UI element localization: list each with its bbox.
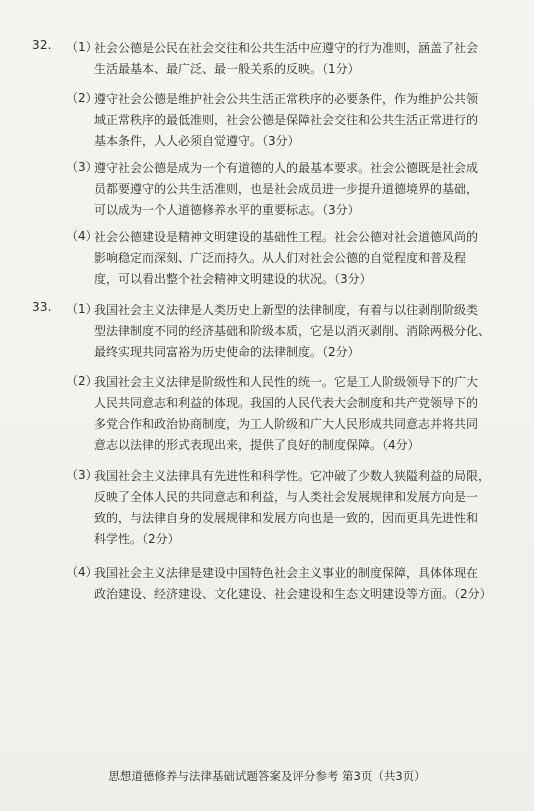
item-marker: （1）	[66, 302, 98, 316]
question-32-number: 32.	[32, 38, 52, 52]
text-line: 致的，与法律自身的发展规律和发展方向也是一致的，因而更具先进性和	[94, 511, 479, 525]
item-marker: （1）	[66, 40, 98, 54]
text-line: 多党合作和政治协商制度，为工人阶级和广大人民形成共同意志并将共同	[94, 417, 479, 431]
text-line: 生活最基本、最广泛、最一般关系的反映。（1分）	[94, 62, 360, 76]
text-line: 我国社会主义法律具有先进性和科学性。它冲破了少数人狭隘利益的局限，	[94, 469, 491, 483]
page-footer: 思想道德修养与法律基础试题答案及评分参考 第3页（共3页）	[108, 769, 426, 783]
text-line: 科学性。（2分）	[94, 532, 180, 546]
item-marker: （3）	[66, 468, 98, 482]
item-text	[94, 300, 500, 363]
text-line: 影响稳定而深刻、广泛而持久。从人们对社会公德的自觉程度和普及程	[94, 251, 467, 265]
text-line: 我国社会主义法律是人类历史上新型的法律制度，有着与以往剥削阶级类	[94, 303, 479, 317]
item-text	[94, 372, 500, 456]
question-33-number: 33.	[32, 300, 52, 314]
item-text	[94, 227, 500, 290]
text-line: 最终实现共同富裕为历史使命的法律制度。（2分）	[94, 345, 360, 359]
item-text	[94, 38, 500, 80]
text-line: 社会公德是公民在社会交往和公共生活中应遵守的行为准则，涵盖了社会	[94, 41, 479, 55]
text-line: 遵守社会公德是维护社会公共生活正常秩序的必要条件，作为维护公共领	[94, 92, 479, 106]
item-marker: （2）	[66, 91, 98, 105]
text-line: 社会公德建设是精神文明建设的基础性工程。社会公德对社会道德风尚的	[94, 230, 479, 244]
text-line: 我国社会主义法律是阶级性和人民性的统一。它是工人阶级领导下的广大	[94, 375, 479, 389]
item-text	[94, 563, 500, 605]
item-marker: （4）	[66, 565, 98, 579]
text-line: 反映了全体人民的共同意志和利益，与人类社会发展规律和发展方向是一	[94, 490, 479, 504]
text-line: 人民共同意志和利益的体现。我国的人民代表大会制度和共产党领导下的	[94, 396, 479, 410]
item-marker: （2）	[66, 374, 98, 388]
text-line: 度，可以看出整个社会精神文明建设的状况。（3分）	[94, 272, 372, 286]
text-line: 基本条件，人人必须自觉遵守。（3分）	[94, 134, 300, 148]
text-line: 意志以法律的形式表现出来，提供了良好的制度保障。（4分）	[94, 438, 420, 452]
item-text	[94, 158, 500, 221]
text-line: 遵守社会公德是成为一个有道德的人的最基本要求。社会公德既是社会成	[94, 161, 479, 175]
item-text	[94, 466, 500, 550]
text-line: 域正常秩序的最低准则，社会公德是保障社会交往和公共生活正常进行的	[94, 113, 479, 127]
text-line: 员都要遵守的公共生活准则，也是社会成员进一步提升道德境界的基础，	[94, 182, 479, 196]
text-line: 型法律制度不同的经济基础和阶级本质，它是以消灭剥削、消除两极分化、	[94, 324, 491, 338]
text-line: 可以成为一个人道德修养水平的重要标志。（3分）	[94, 203, 360, 217]
item-text	[94, 89, 500, 152]
text-line: 我国社会主义法律是建设中国特色社会主义事业的制度保障，具体体现在	[94, 566, 479, 580]
item-marker: （4）	[66, 229, 98, 243]
item-marker: （3）	[66, 160, 98, 174]
text-line: 政治建设、经济建设、文化建设、社会建设和生态文明建设等方面。（2分）	[94, 587, 492, 601]
